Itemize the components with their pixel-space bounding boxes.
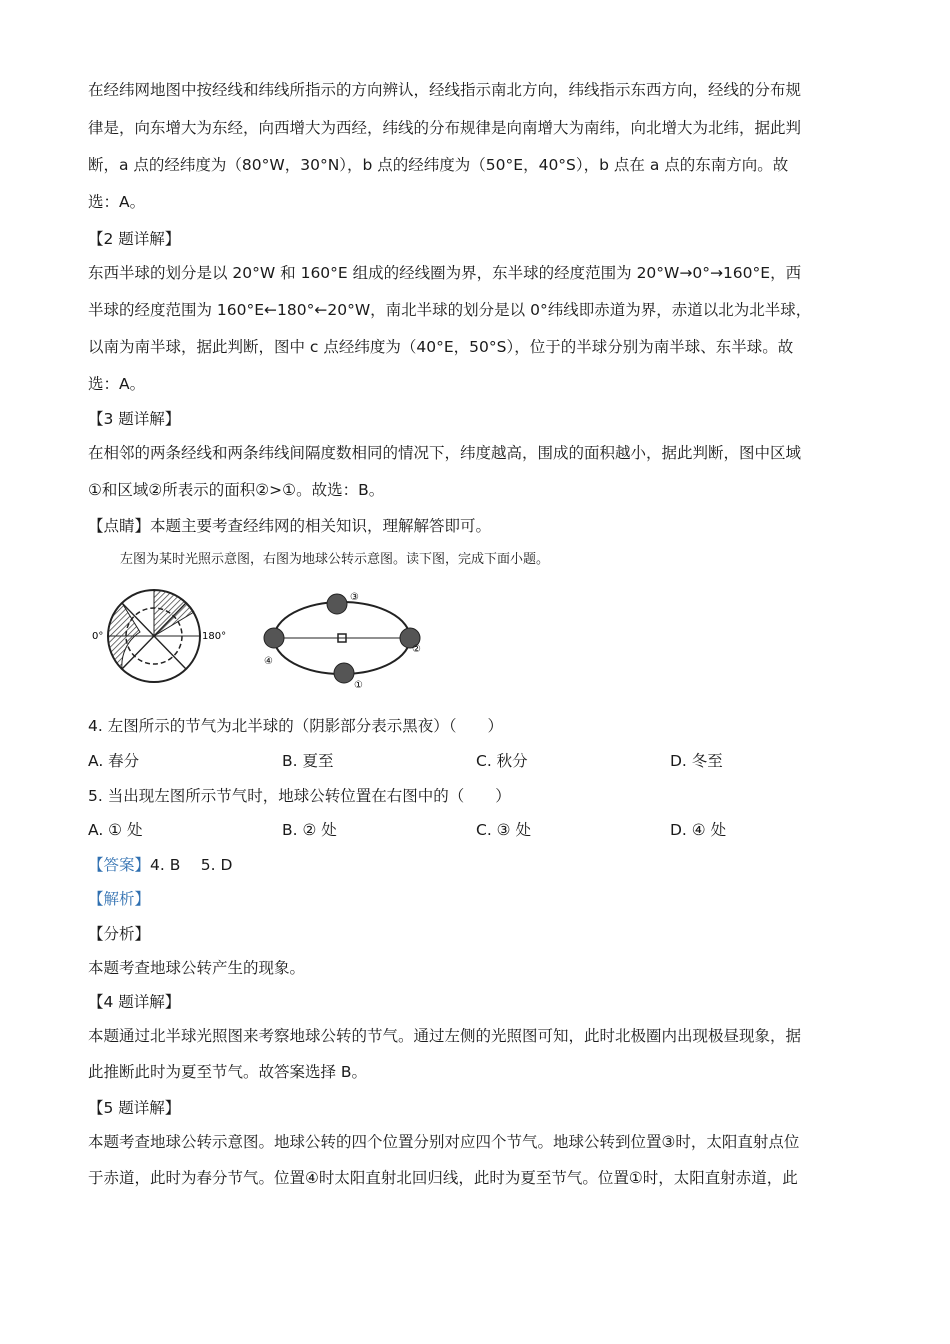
q4-option-c: C. 秋分 xyxy=(476,752,528,770)
q4-option-d: D. 冬至 xyxy=(670,752,723,770)
q5-option-c: C. ③ 处 xyxy=(476,821,531,839)
text-line: 在经纬网地图中按经线和纬线所指示的方向辨认，经线指示南北方向，纬线指示东西方向，经线的分布规 xyxy=(88,81,802,99)
q5-option-a: A. ① 处 xyxy=(88,821,143,839)
text-line: 以南为南半球，据此判断，图中 c 点经纬度为（40°E，50°S），位于的半球分别为南半球、东半球。故 xyxy=(88,338,794,356)
q5-option-b: B. ② 处 xyxy=(282,821,337,839)
text-line: 断，a 点的经纬度为（80°W，30°N），b 点的经纬度为（50°E，40°S），b 点在 a 点的东南方向。故 xyxy=(88,156,789,174)
illumination-diagram xyxy=(92,590,226,682)
answer-label: 【答案】 xyxy=(88,856,151,874)
orbit-label-3: ③ xyxy=(350,592,359,603)
answer-line xyxy=(88,855,232,875)
fenxi-text: 本题考查地球公转产生的现象。 xyxy=(88,959,306,977)
text-line: 选：A。 xyxy=(88,193,146,211)
analysis-label: 【解析】 xyxy=(88,890,151,908)
detail-5-heading: 【5 题详解】 xyxy=(88,1099,181,1117)
q4-option-a: A. 春分 xyxy=(88,752,140,770)
fenxi-heading: 【分析】 xyxy=(88,925,151,943)
section-heading: 【2 题详解】 xyxy=(88,230,181,248)
label-0deg: 0° xyxy=(92,631,104,642)
text-line: 此推断此时为夏至节气。故答案选择 B。 xyxy=(88,1063,368,1081)
text-line: ①和区域②所表示的面积②>①。故选：B。 xyxy=(88,481,385,499)
question-intro: 左图为某时光照示意图，右图为地球公转示意图。读下图，完成下面小题。 xyxy=(120,552,550,567)
text-line: 本题通过北半球光照图来考察地球公转的节气。通过左侧的光照图可知，此时北极圈内出现极昼现象，据 xyxy=(88,1027,802,1045)
text-line: 律是，向东增大为东经，向西增大为西经，纬线的分布规律是向南增大为南纬，向北增大为北纬，据此判 xyxy=(88,119,802,137)
question-4-stem: 4. 左图所示的节气为北半球的（阴影部分表示黑夜）（ ） xyxy=(88,717,503,735)
text-line: 在相邻的两条经线和两条纬线间隔度数相同的情况下，纬度越高，围成的面积越小，据此判断，图中区域 xyxy=(88,444,802,462)
orbit-label-4: ④ xyxy=(264,656,273,667)
text-line: 东西半球的划分是以 20°W 和 160°E 组成的经线圈为界，东半球的经度范围为 20°W→0°→160°E，西 xyxy=(88,264,802,282)
q4-option-b: B. 夏至 xyxy=(282,752,334,770)
text-line: 本题考查地球公转示意图。地球公转的四个位置分别对应四个节气。地球公转到位置③时，太阳直射点位 xyxy=(88,1133,800,1151)
detail-4-heading: 【4 题详解】 xyxy=(88,993,181,1011)
tip-line: 【点睛】本题主要考查经纬网的相关知识，理解解答即可。 xyxy=(88,517,492,535)
label-180deg: 180° xyxy=(202,631,227,642)
text-line: 于赤道，此时为春分节气。位置④时太阳直射北回归线，此时为夏至节气。位置①时，太阳直射赤道，此 xyxy=(88,1169,798,1187)
question-5-stem: 5. 当出现左图所示节气时，地球公转位置在右图中的（ ） xyxy=(88,787,511,805)
orbit-label-2: ② xyxy=(412,644,421,655)
orbit-diagram xyxy=(264,592,421,691)
answer-text: 4. B 5. D xyxy=(150,856,233,874)
q5-option-d: D. ④ 处 xyxy=(670,821,727,839)
orbit-label-1: ① xyxy=(354,680,363,691)
earth-figure xyxy=(92,580,422,695)
section-heading: 【3 题详解】 xyxy=(88,410,181,428)
text-line: 半球的经度范围为 160°E←180°←20°W，南北半球的划分是以 0°纬线即赤道为界，赤道以北为北半球， xyxy=(88,301,812,319)
text-line: 选：A。 xyxy=(88,375,146,393)
